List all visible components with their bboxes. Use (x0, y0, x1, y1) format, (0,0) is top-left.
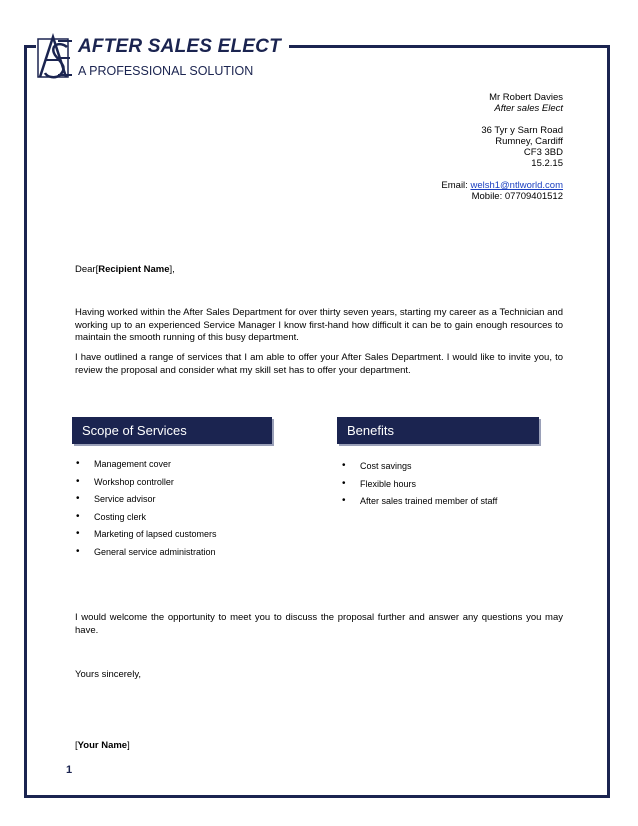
scope-list (75, 459, 217, 564)
list-item: • Management cover (75, 459, 217, 477)
email-label: Email: (441, 180, 471, 191)
list-item: • Costing clerk (75, 512, 217, 530)
sign-off: Yours sincerely, (75, 669, 142, 680)
list-item: • Cost savings (341, 461, 497, 479)
benefits-heading: Benefits (337, 417, 539, 444)
list-item: • Service advisor (75, 494, 217, 512)
sender-name: Mr Robert Davies (489, 92, 563, 103)
services-paragraph: I have outlined a range of services that I am able to offer your After Sales Department. I would like to invite you, to review the proposal and consider what my skill set has to offer your department. (75, 352, 563, 376)
list-item: • Flexible hours (341, 479, 497, 497)
intro-paragraph: Having worked within the After Sales Department for over thirty seven years, starting my career as a Technician and working up to an experienced Service Manager I know first-hand how difficult it can be to gain enough resources to maintain the smooth running of this busy department. (75, 307, 563, 343)
email-link[interactable]: welsh1@ntlworld.com (470, 180, 563, 191)
list-item: • Workshop controller (75, 477, 217, 495)
page-number: 1 (66, 764, 73, 776)
signature-name: [Your Name] (75, 740, 130, 751)
sender-company: After sales Elect (494, 103, 563, 114)
benefits-list (341, 461, 497, 514)
list-item: • Marketing of lapsed customers (75, 529, 217, 547)
letterhead-title-wrap (74, 36, 289, 58)
address-line-1: 36 Tyr y Sarn Road (481, 125, 563, 136)
email-line (441, 180, 563, 191)
recipient-name-placeholder[interactable]: Recipient Name (98, 264, 170, 275)
scope-of-services-heading: Scope of Services (72, 417, 272, 444)
salutation: Dear[Recipient Name], (75, 264, 175, 275)
ase-logo (36, 33, 74, 83)
letter-date: 15.2.15 (531, 158, 563, 169)
sender-address-block (441, 92, 563, 202)
mobile-line: Mobile: 07709401512 (471, 191, 563, 202)
list-item: • General service administration (75, 547, 217, 565)
letterhead-title: AFTER SALES ELECT (78, 36, 281, 57)
address-postcode: CF3 3BD (523, 147, 563, 158)
list-item: • After sales trained member of staff (341, 496, 497, 514)
closing-paragraph: I would welcome the opportunity to meet you to discuss the proposal further and answer any questions you may have. (75, 612, 563, 636)
your-name-placeholder[interactable]: Your Name (77, 740, 128, 751)
letterhead-subtitle: A PROFESSIONAL SOLUTION (78, 64, 254, 78)
address-line-2: Rumney, Cardiff (495, 136, 563, 147)
